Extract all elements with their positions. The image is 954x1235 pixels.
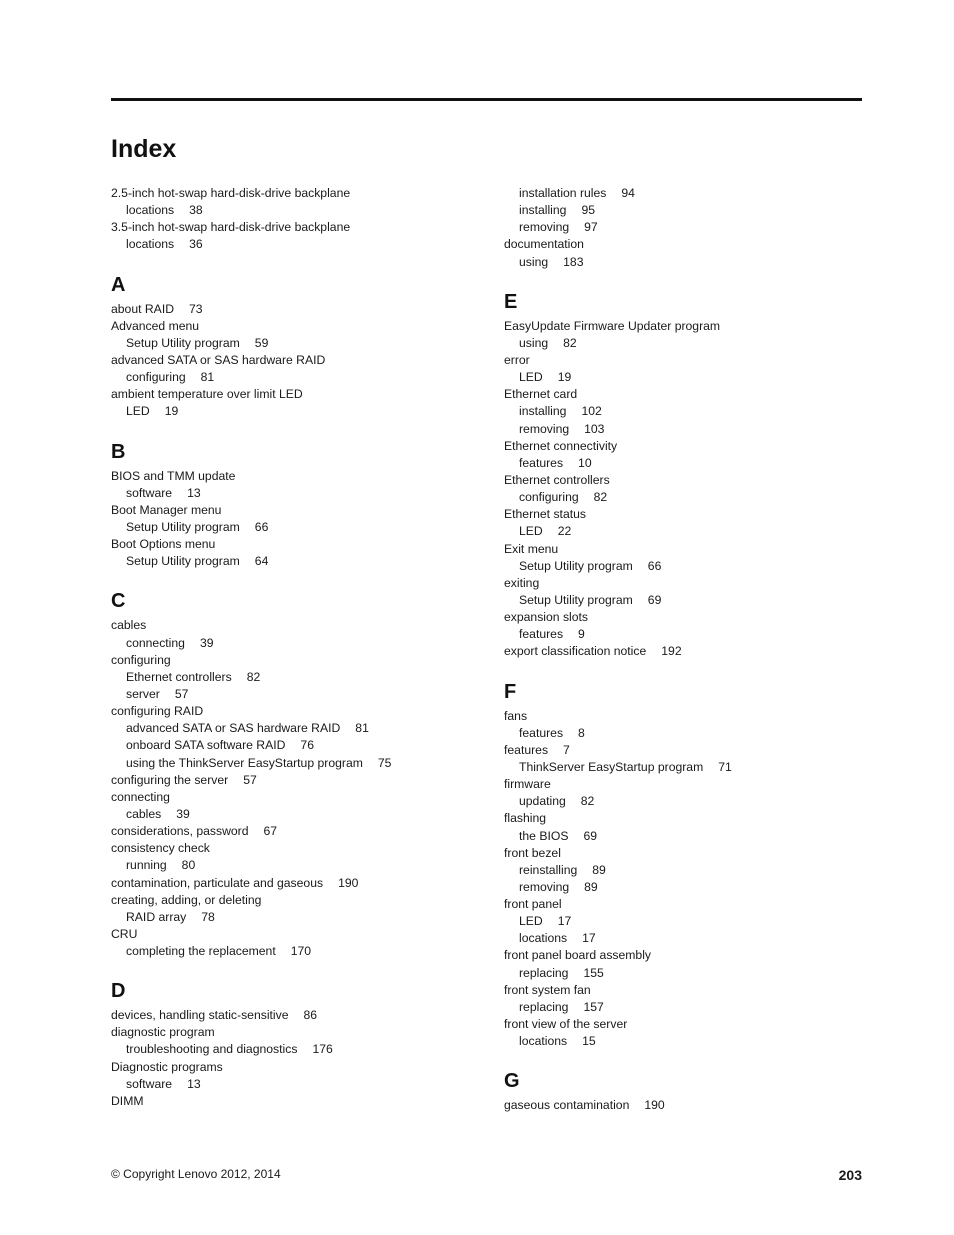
index-term: removing [519, 421, 570, 436]
index-page-ref[interactable]: 66 [254, 519, 269, 534]
index-subentry [111, 669, 491, 686]
index-term: RAID array [126, 909, 187, 924]
index-entry [504, 609, 884, 626]
index-page-ref[interactable]: 95 [581, 203, 595, 218]
index-term: Advanced menu [111, 318, 200, 333]
index-term: replacing [519, 999, 569, 1014]
index-term: Boot Options menu [111, 537, 216, 552]
index-term: LED [519, 524, 543, 539]
index-page-ref[interactable]: 9 [578, 627, 585, 642]
index-term: configuring [111, 652, 171, 667]
index-entry [504, 810, 884, 827]
index-term: export classification notice [504, 644, 647, 659]
index-entry [504, 643, 884, 660]
index-term: advanced SATA or SAS hardware RAID [126, 721, 341, 736]
index-entry [111, 617, 491, 634]
index-subentry [111, 553, 491, 570]
index-term: updating [519, 794, 566, 809]
index-subentry [111, 737, 491, 754]
index-subentry [504, 965, 884, 982]
index-page-ref[interactable]: 81 [200, 370, 215, 385]
index-page-ref[interactable]: 57 [243, 772, 257, 787]
index-page-ref[interactable]: 69 [647, 592, 662, 607]
index-entry [504, 506, 884, 523]
index-term: features [519, 725, 564, 740]
index-term: locations [519, 931, 568, 946]
index-entry [111, 502, 491, 519]
index-subentry [111, 755, 491, 772]
index-page-ref[interactable]: 66 [647, 558, 662, 573]
index-subentry [111, 943, 491, 960]
index-subentry [111, 635, 491, 652]
index-term: using [519, 254, 549, 269]
index-entry [504, 982, 884, 999]
index-page-ref[interactable]: 73 [189, 301, 203, 316]
index-term: cables [111, 618, 147, 633]
index-page-ref[interactable]: 86 [303, 1008, 318, 1023]
index-subentry [504, 862, 884, 879]
index-term: onboard SATA software RAID [126, 738, 286, 753]
index-term: BIOS and TMM update [111, 468, 236, 483]
index-page-ref[interactable]: 22 [557, 524, 572, 539]
index-entry [111, 772, 491, 789]
index-term: documentation [504, 237, 584, 252]
index-page-ref[interactable]: 75 [377, 755, 392, 770]
index-page-ref[interactable]: 81 [355, 721, 369, 736]
index-entry [111, 789, 491, 806]
index-term: Setup Utility program [126, 554, 240, 569]
index-page-ref[interactable]: 155 [583, 965, 604, 980]
index-entry [111, 875, 491, 892]
index-term: Diagnostic programs [111, 1059, 223, 1074]
index-term: EasyUpdate Firmware Updater program [504, 318, 721, 333]
index-entry [111, 840, 491, 857]
index-page-ref[interactable]: 38 [189, 203, 203, 218]
index-entry [504, 472, 884, 489]
section-letter: D [111, 980, 126, 1003]
index-term: removing [519, 220, 570, 235]
index-term: advanced SATA or SAS hardware RAID [111, 352, 326, 367]
index-subentry [504, 828, 884, 845]
index-page-ref[interactable]: 190 [338, 875, 359, 890]
index-term: Boot Manager menu [111, 502, 222, 517]
index-term: Setup Utility program [519, 558, 633, 573]
index-entry [111, 386, 491, 403]
index-subentry [504, 523, 884, 540]
index-entry [504, 575, 884, 592]
index-subentry [111, 909, 491, 926]
top-rule [111, 98, 862, 101]
index-page-ref[interactable]: 57 [174, 686, 189, 701]
index-term: Setup Utility program [126, 335, 240, 350]
index-page-ref[interactable]: 39 [199, 635, 214, 650]
index-term: Exit menu [504, 541, 559, 556]
index-term: 3.5-inch hot-swap hard-disk-drive backplane [111, 220, 351, 235]
section-letter: B [111, 440, 126, 463]
index-term: locations [126, 203, 175, 218]
index-page-ref[interactable]: 13 [187, 1076, 201, 1091]
index-term: LED [519, 914, 543, 929]
index-subentry [504, 592, 884, 609]
section-letter: C [111, 590, 126, 613]
index-subentry [111, 485, 491, 502]
index-entry [504, 438, 884, 455]
index-page-ref[interactable]: 82 [580, 794, 595, 809]
index-subentry [504, 913, 884, 930]
page-title: Index [111, 135, 177, 163]
index-page-ref[interactable]: 190 [644, 1098, 665, 1113]
index-term: configuring [126, 370, 186, 385]
index-subentry [504, 254, 884, 271]
index-subentry [504, 185, 884, 202]
index-entry [504, 318, 884, 335]
index-subentry [504, 335, 884, 352]
index-page-ref[interactable]: 89 [592, 862, 606, 877]
index-term: configuring [519, 490, 579, 505]
index-subentry [504, 369, 884, 386]
index-term: LED [126, 404, 150, 419]
index-subentry [504, 999, 884, 1016]
index-term: installing [519, 404, 567, 419]
index-subentry [111, 335, 491, 352]
index-term: features [519, 627, 564, 642]
index-term: front panel [504, 897, 562, 912]
index-page-ref[interactable]: 82 [246, 669, 261, 684]
index-page-ref[interactable]: 59 [254, 335, 269, 350]
index-page-ref[interactable]: 71 [718, 759, 732, 774]
copyright-notice: © Copyright Lenovo 2012, 2014 [111, 1167, 281, 1181]
index-term: Ethernet card [504, 387, 578, 402]
index-entry [111, 219, 491, 236]
index-page-ref[interactable]: 157 [583, 999, 604, 1014]
index-entry [504, 1016, 884, 1033]
index-page-ref[interactable]: 36 [189, 237, 203, 252]
index-term: contamination, particulate and gaseous [111, 875, 324, 890]
index-subentry [504, 489, 884, 506]
index-page-ref[interactable]: 69 [583, 828, 598, 843]
index-page-ref[interactable]: 192 [661, 644, 682, 659]
index-subentry [504, 558, 884, 575]
index-term: Setup Utility program [519, 592, 633, 607]
index-entry [504, 1097, 884, 1114]
index-entry [504, 947, 884, 964]
index-entry [111, 318, 491, 335]
index-entry [111, 892, 491, 909]
index-entry [111, 1093, 491, 1110]
index-subentry [111, 857, 491, 874]
index-entry [111, 1024, 491, 1041]
index-subentry [111, 686, 491, 703]
index-entry [111, 926, 491, 943]
index-term: LED [519, 370, 543, 385]
index-subentry [111, 806, 491, 823]
index-subentry [111, 519, 491, 536]
index-entry [111, 468, 491, 485]
index-term: exiting [504, 575, 540, 590]
index-subentry [111, 1041, 491, 1058]
index-term: installing [519, 203, 567, 218]
index-term: software [126, 1076, 173, 1091]
index-page-ref[interactable]: 183 [563, 254, 584, 269]
index-page-ref[interactable]: 67 [263, 824, 278, 839]
index-page-ref[interactable]: 170 [290, 944, 312, 959]
index-subentry [111, 236, 491, 253]
index-entry [111, 1059, 491, 1076]
index-term: front system fan [504, 982, 591, 997]
index-subentry [504, 455, 884, 472]
index-page-ref[interactable]: 10 [578, 455, 592, 470]
index-subentry [504, 403, 884, 420]
index-term: features [504, 742, 549, 757]
index-entry [111, 823, 491, 840]
section-letter: A [111, 273, 126, 296]
index-page-ref[interactable]: 8 [578, 725, 585, 740]
index-term: server [126, 686, 160, 701]
index-subentry [504, 793, 884, 810]
index-subentry [504, 219, 884, 236]
index-term: gaseous contamination [504, 1098, 630, 1113]
index-term: reinstalling [519, 862, 578, 877]
index-term: firmware [504, 777, 551, 792]
index-term: using the ThinkServer EasyStartup program [126, 755, 363, 770]
index-entry [111, 536, 491, 553]
index-term: front view of the server [504, 1017, 628, 1032]
index-page-ref[interactable]: 97 [584, 220, 598, 235]
index-term: DIMM [111, 1093, 144, 1108]
index-page-ref[interactable]: 15 [582, 1034, 596, 1049]
index-term: configuring the server [111, 772, 229, 787]
index-page-ref[interactable]: 64 [254, 554, 269, 569]
index-page-ref[interactable]: 176 [312, 1042, 333, 1057]
index-entry [111, 703, 491, 720]
index-page-ref[interactable]: 76 [300, 738, 314, 753]
index-page-ref[interactable]: 102 [581, 404, 602, 419]
index-page-ref[interactable]: 94 [621, 186, 635, 200]
index-entry [504, 541, 884, 558]
index-entry [111, 652, 491, 669]
index-term: the BIOS [519, 828, 569, 843]
index-term: Ethernet connectivity [504, 438, 618, 453]
index-term: replacing [519, 965, 569, 980]
index-subentry [111, 202, 491, 219]
index-entry [504, 776, 884, 793]
page-number: 203 [838, 1167, 862, 1183]
index-term: running [126, 858, 167, 873]
index-subentry [504, 1033, 884, 1050]
index-entry [504, 742, 884, 759]
index-term: about RAID [111, 301, 175, 316]
index-term: cables [126, 806, 162, 821]
index-term: fans [504, 708, 528, 723]
index-term: ambient temperature over limit LED [111, 387, 303, 402]
index-entry [111, 352, 491, 369]
index-page-ref[interactable]: 82 [593, 490, 608, 505]
index-term: locations [519, 1034, 568, 1049]
index-term: using [519, 335, 549, 350]
index-entry [504, 845, 884, 862]
index-term: Ethernet controllers [126, 669, 232, 684]
index-page-ref[interactable]: 19 [164, 404, 179, 419]
index-term: software [126, 485, 173, 500]
index-entry [504, 708, 884, 725]
index-term: troubleshooting and diagnostics [126, 1042, 298, 1057]
index-term: considerations, password [111, 824, 249, 839]
index-page-ref[interactable]: 17 [557, 914, 572, 929]
index-term: installation rules [519, 186, 607, 200]
index-page-ref[interactable]: 13 [187, 485, 201, 500]
index-term: features [519, 455, 564, 470]
index-term: ThinkServer EasyStartup program [519, 759, 704, 774]
index-entry [504, 352, 884, 369]
index-term: front bezel [504, 845, 561, 860]
index-term: Ethernet controllers [504, 472, 610, 487]
index-page-ref[interactable]: 39 [176, 806, 190, 821]
index-term: creating, adding, or deleting [111, 892, 262, 907]
index-term: front panel board assembly [504, 948, 652, 963]
index-subentry [504, 725, 884, 742]
index-term: flashing [504, 811, 547, 826]
index-entry [111, 1007, 491, 1024]
section-letter: G [504, 1070, 520, 1093]
index-page-ref[interactable]: 19 [557, 370, 572, 385]
index-page-ref[interactable]: 82 [563, 335, 577, 350]
index-entry [111, 185, 491, 202]
index-term: connecting [126, 635, 185, 650]
index-term: Ethernet status [504, 507, 586, 522]
index-subentry [504, 930, 884, 947]
index-column-left [111, 185, 491, 1110]
index-subentry [504, 626, 884, 643]
index-subentry [111, 403, 491, 420]
index-term: consistency check [111, 841, 210, 856]
index-term: 2.5-inch hot-swap hard-disk-drive backplane [111, 186, 351, 200]
index-term: Setup Utility program [126, 519, 240, 534]
index-page-ref[interactable]: 17 [582, 931, 596, 946]
index-term: configuring RAID [111, 704, 204, 719]
index-subentry [504, 421, 884, 438]
index-subentry [504, 202, 884, 219]
index-term: diagnostic program [111, 1025, 215, 1040]
index-entry [111, 301, 491, 318]
section-letter: F [504, 680, 517, 703]
index-term: connecting [111, 789, 170, 804]
index-page-ref[interactable]: 78 [201, 909, 215, 924]
index-subentry [111, 720, 491, 737]
index-subentry [111, 1076, 491, 1093]
index-entry [504, 386, 884, 403]
index-subentry [504, 759, 884, 776]
index-subentry [504, 879, 884, 896]
index-term: completing the replacement [126, 944, 276, 959]
section-letter: E [504, 290, 518, 313]
index-entry [504, 236, 884, 253]
index-term: CRU [111, 926, 138, 941]
index-term: devices, handling static-sensitive [111, 1008, 289, 1023]
index-entry [504, 896, 884, 913]
index-page-ref[interactable]: 7 [563, 742, 570, 757]
index-subentry [111, 369, 491, 386]
index-page-ref[interactable]: 89 [584, 879, 598, 894]
index-term: error [504, 352, 530, 367]
index-term: removing [519, 879, 570, 894]
index-term: expansion slots [504, 610, 589, 625]
index-term: locations [126, 237, 175, 252]
index-page-ref[interactable]: 103 [584, 421, 605, 436]
index-column-right [504, 185, 884, 1114]
index-page-ref[interactable]: 80 [181, 858, 196, 873]
